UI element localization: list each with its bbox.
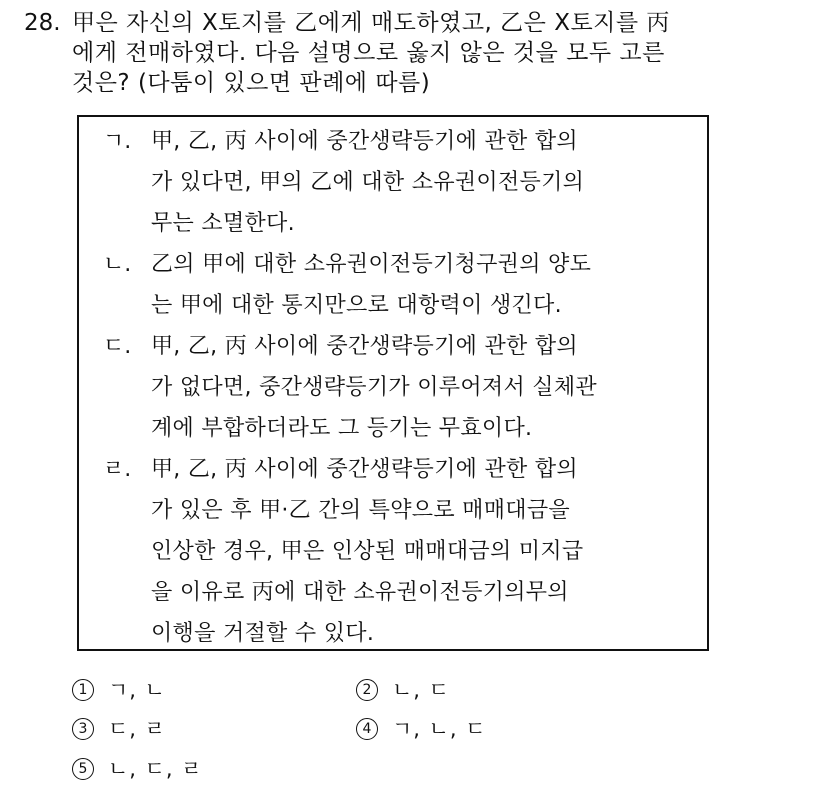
choice-text: ㄱ, ㄴ, ㄷ bbox=[392, 717, 487, 741]
question-number: 28. bbox=[24, 10, 61, 36]
choice-2[interactable] bbox=[356, 676, 450, 704]
statement-line: 이행을 거절할 수 있다. bbox=[151, 621, 375, 646]
choice-number: 5 bbox=[72, 758, 94, 780]
statement-line: 계에 부합하더라도 그 등기는 무효이다. bbox=[151, 416, 533, 441]
choice-number: 4 bbox=[356, 718, 378, 740]
choice-text: ㄴ, ㄷ bbox=[392, 678, 450, 702]
statement-marker: ㄱ. bbox=[103, 129, 132, 154]
statement-line: 甲, 乙, 丙 사이에 중간생략등기에 관한 합의 bbox=[151, 457, 578, 482]
statement-line: 을 이유로 丙에 대한 소유권이전등기의무의 bbox=[151, 580, 569, 605]
statement-line: 乙의 甲에 대한 소유권이전등기청구권의 양도 bbox=[151, 252, 592, 277]
choice-5[interactable] bbox=[72, 755, 203, 783]
statement-line: 甲, 乙, 丙 사이에 중간생략등기에 관한 합의 bbox=[151, 129, 578, 154]
question-stem-line: 甲은 자신의 X토지를 乙에게 매도하였고, 乙은 X토지를 丙 bbox=[72, 10, 670, 36]
question-stem-line: 에게 전매하였다. 다음 설명으로 옳지 않은 것을 모두 고른 bbox=[72, 40, 665, 66]
statement-line: 가 있다면, 甲의 乙에 대한 소유권이전등기의 bbox=[151, 170, 585, 195]
statement-line: 가 없다면, 중간생략등기가 이루어져서 실체관 bbox=[151, 375, 597, 400]
choice-number: 1 bbox=[72, 679, 94, 701]
choice-1[interactable] bbox=[72, 676, 166, 704]
statement-marker: ㄷ. bbox=[103, 334, 132, 359]
choice-text: ㄴ, ㄷ, ㄹ bbox=[108, 757, 203, 781]
choice-number: 2 bbox=[356, 679, 378, 701]
choice-number: 3 bbox=[72, 718, 94, 740]
statement-box bbox=[77, 115, 709, 651]
choice-text: ㄱ, ㄴ bbox=[108, 678, 166, 702]
statement-line: 무는 소멸한다. bbox=[151, 211, 295, 236]
question-stem-line: 것은? (다툼이 있으면 판례에 따름) bbox=[72, 70, 431, 96]
statement-line: 甲, 乙, 丙 사이에 중간생략등기에 관한 합의 bbox=[151, 334, 578, 359]
statement-line: 인상한 경우, 甲은 인상된 매매대금의 미지급 bbox=[151, 539, 584, 564]
statement-marker: ㄹ. bbox=[103, 457, 132, 482]
statement-line: 가 있은 후 甲·乙 간의 특약으로 매매대금을 bbox=[151, 498, 570, 523]
statement-line: 는 甲에 대한 통지만으로 대항력이 생긴다. bbox=[151, 293, 562, 318]
choice-4[interactable] bbox=[356, 715, 487, 743]
choice-3[interactable] bbox=[72, 715, 166, 743]
choice-text: ㄷ, ㄹ bbox=[108, 717, 166, 741]
statement-marker: ㄴ. bbox=[103, 252, 132, 277]
